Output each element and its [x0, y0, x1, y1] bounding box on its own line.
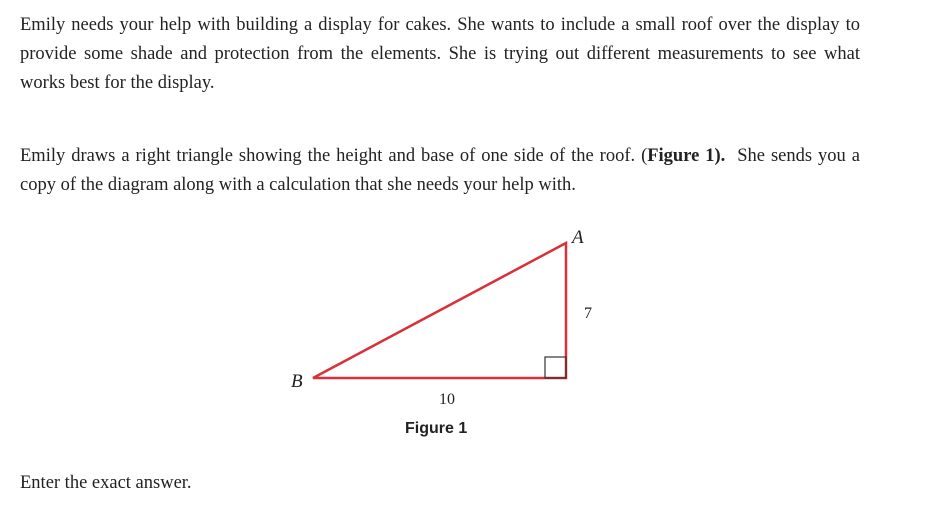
figure-description-text-2: She sends you a copy of the diagram along with a calculation that she needs your help with.	[20, 146, 865, 195]
side-length-base: 10	[439, 391, 455, 408]
figure-description-text: Emily draws a right triangle showing the height and base of one side of the roof. (	[20, 146, 648, 166]
answer-instruction: Enter the exact answer.	[20, 473, 192, 493]
vertex-label-a: A	[572, 227, 584, 248]
problem-intro: Emily needs your help with building a display for cakes. She wants to include a small roof over the display to provide some shade and protection from the elements. She is trying out different measurements to see what works best for the display.	[20, 15, 860, 93]
figure-reference: Figure 1).	[647, 146, 726, 166]
right-triangle	[313, 243, 566, 378]
vertex-label-b: B	[291, 371, 303, 392]
right-angle-marker	[545, 357, 566, 378]
figure-caption: Figure 1	[405, 420, 468, 437]
side-length-vertical: 7	[584, 305, 592, 322]
